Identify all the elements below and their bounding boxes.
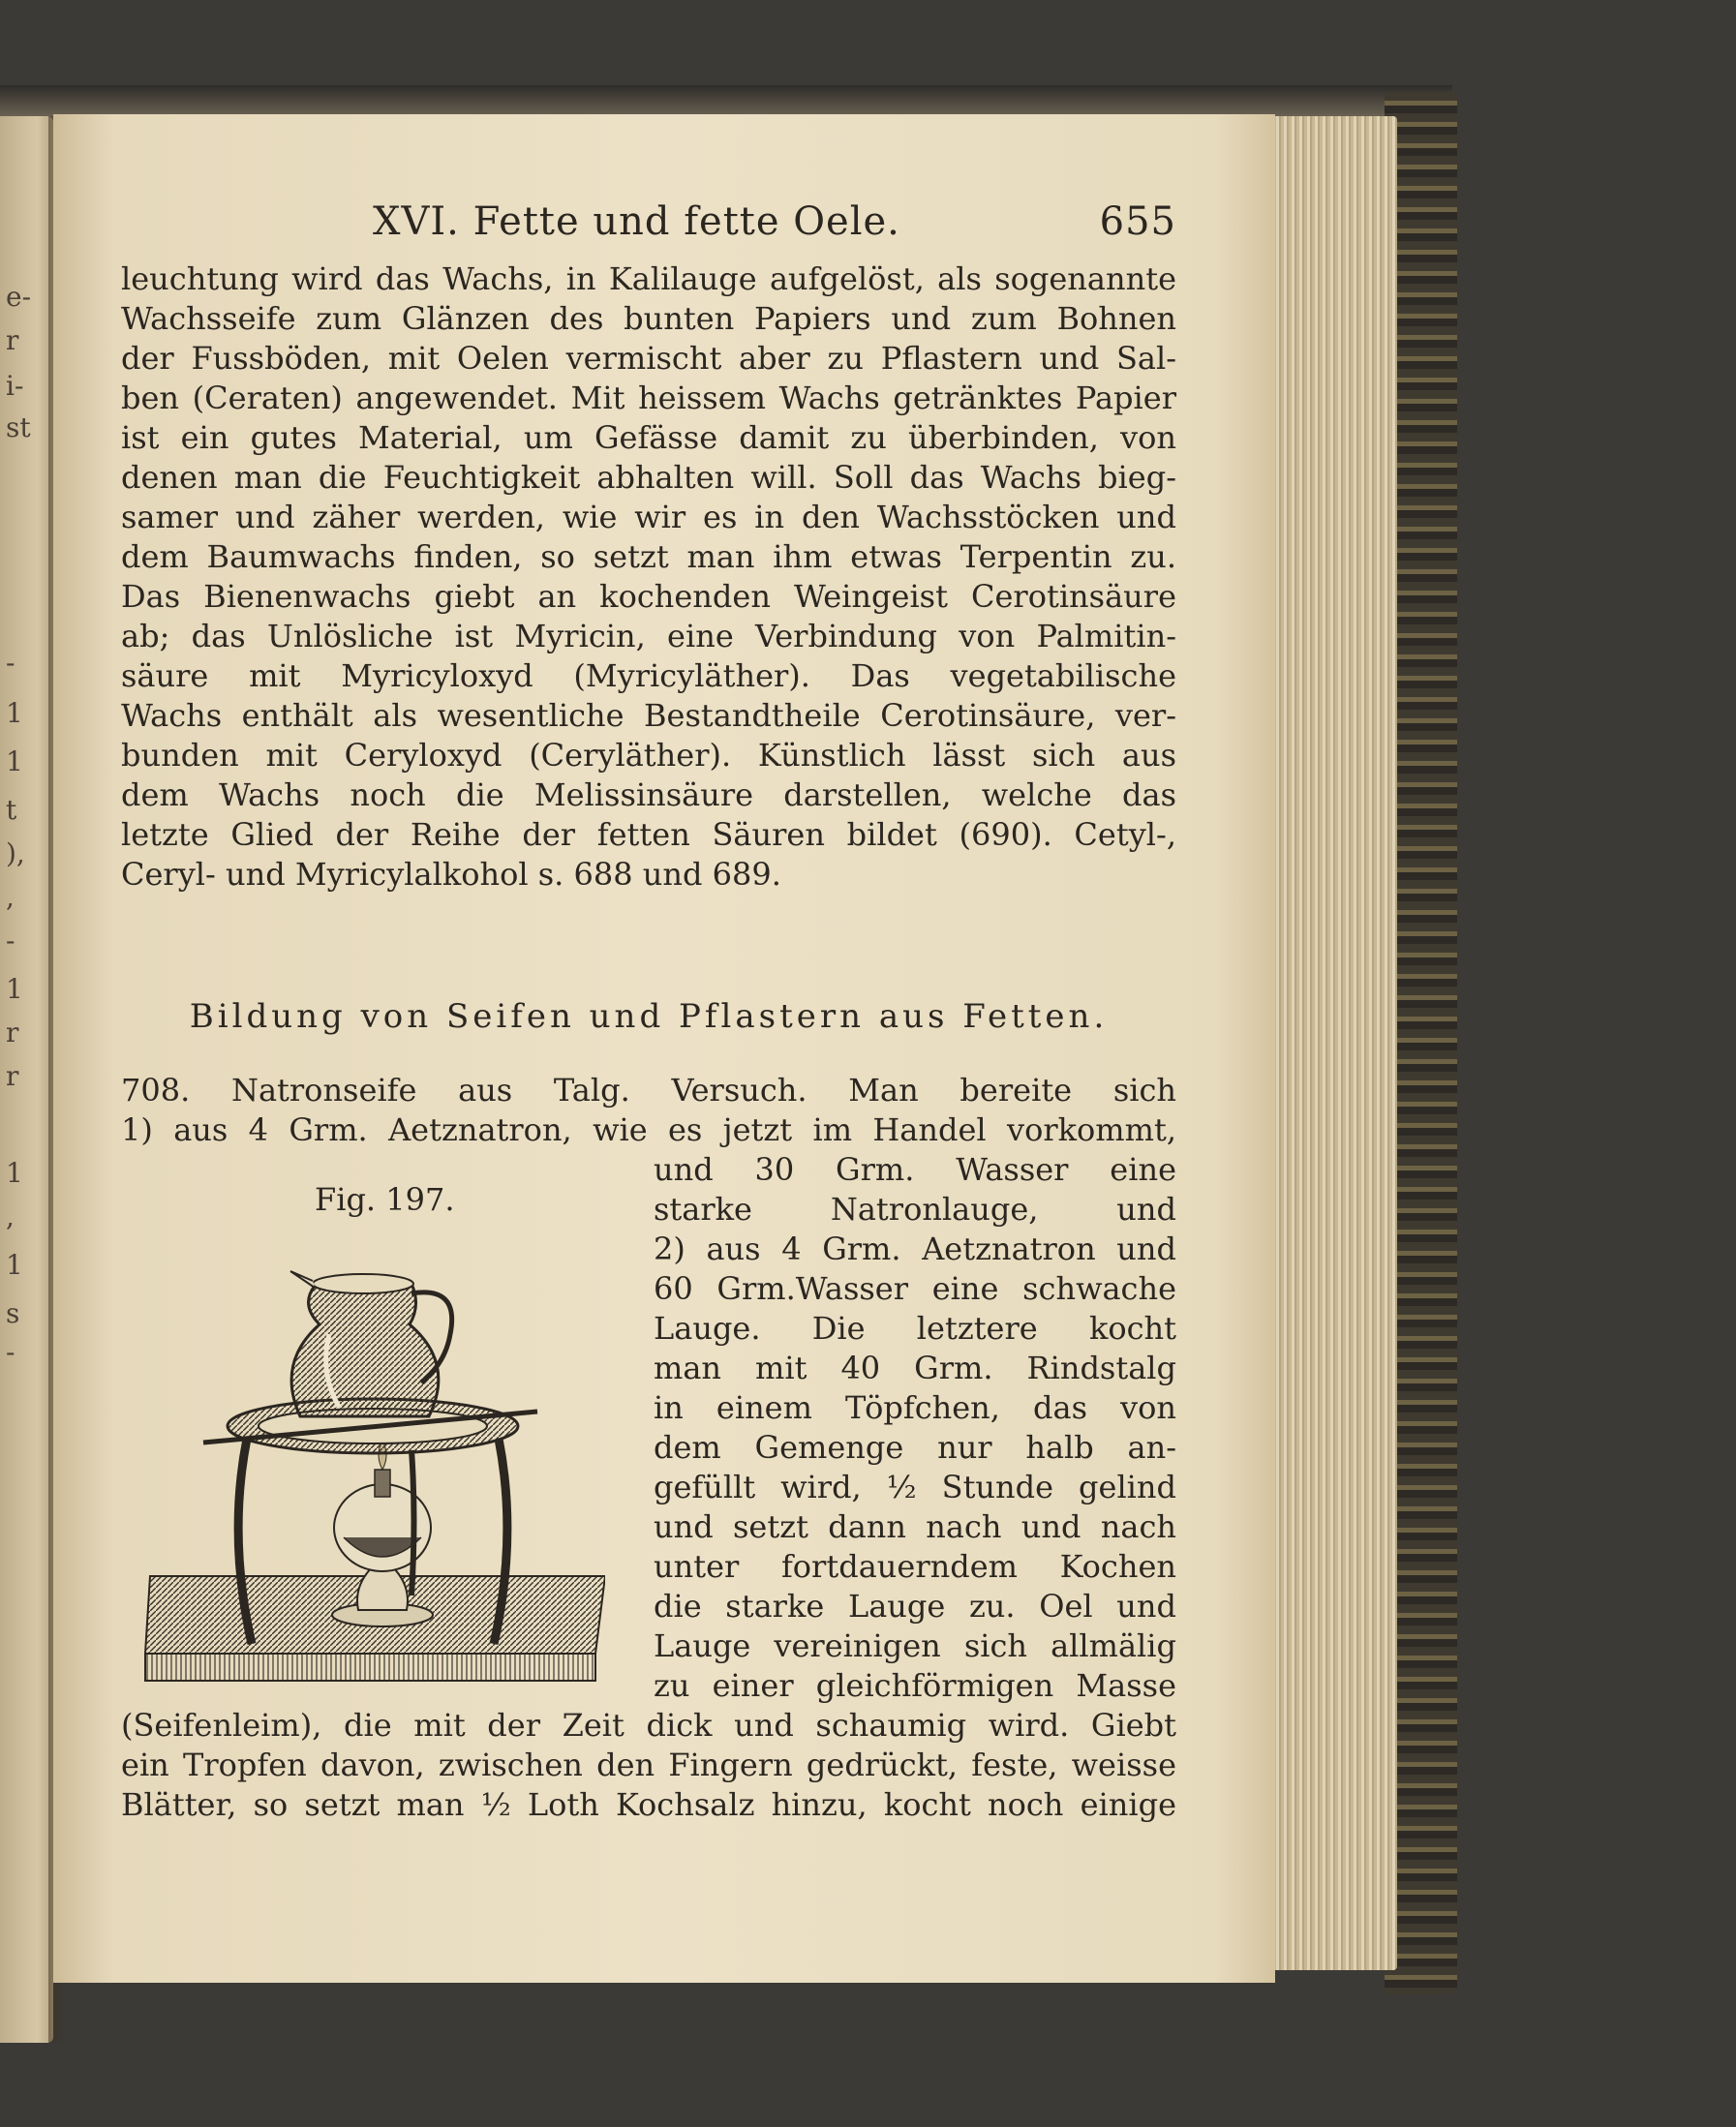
text-line: man mit 40 Grm. Rindstalg	[654, 1350, 1176, 1386]
text-line: 60 Grm.Wasser eine schwache	[654, 1270, 1176, 1307]
text-line: denen man die Feuchtigkeit abhalten will. Soll das Wachs bieg-	[121, 459, 1176, 496]
facing-page-fragment: e-	[6, 281, 32, 313]
paragraph-wax	[121, 259, 1176, 895]
facing-page-fragment: r	[6, 1017, 19, 1048]
text-line: Lauge vereinigen sich allmälig	[654, 1627, 1176, 1664]
page-edges	[1273, 116, 1397, 1970]
text-line: dem Baumwachs finden, so setzt man ihm etwas Terpentin zu.	[121, 538, 1176, 575]
facing-page-fragment: 1	[6, 1157, 23, 1189]
text-line: gefüllt wird, ½ Stunde gelind	[654, 1469, 1176, 1505]
facing-page-fragment: r	[6, 1060, 19, 1092]
facing-page-fragment: r	[6, 324, 19, 356]
text-line: Lauge. Die letztere kocht	[654, 1310, 1176, 1347]
text-line: Wachsseife zum Glänzen des bunten Papiers und zum Bohnen	[121, 300, 1176, 337]
facing-page-fragment: t	[6, 794, 17, 826]
facing-page-fragment: ,	[6, 881, 15, 913]
text-line: unter fortdauerndem Kochen	[654, 1548, 1176, 1585]
text-line: ab; das Unlösliche ist Myricin, eine Verbindung von Palmitin-	[121, 618, 1176, 654]
facing-page-fragment: -	[6, 1336, 15, 1368]
text-line: dem Wachs noch die Melissinsäure darstellen, welche das	[121, 776, 1176, 813]
facing-page-fragment: st	[6, 411, 31, 443]
text-line: bunden mit Ceryloxyd (Ceryläther). Künstlich lässt sich aus	[121, 737, 1176, 774]
paragraph-natronseife-column	[654, 1150, 1176, 1706]
text-line: ein Tropfen davon, zwischen den Fingern gedrückt, feste, weisse	[121, 1747, 1176, 1783]
text-line: Ceryl- und Myricylalkohol s. 688 und 689.	[121, 856, 781, 893]
facing-page-fragment: i-	[6, 370, 24, 402]
text-line: und 30 Grm. Wasser eine	[654, 1151, 1176, 1188]
text-line: Das Bienenwachs giebt an kochenden Weingeist Cerotinsäure	[121, 578, 1176, 615]
text-line: der Fussböden, mit Oelen vermischt aber zu Pflastern und Sal-	[121, 340, 1176, 377]
facing-page-fragment: -	[6, 647, 15, 679]
text-line: Blätter, so setzt man ½ Loth Kochsalz hinzu, kocht noch einige	[121, 1786, 1176, 1823]
paragraph-natronseife-intro	[121, 1071, 1176, 1150]
text-line: säure mit Myricyloxyd (Myricyläther). Das vegetabilische	[121, 657, 1176, 694]
chapter-title: XVI. Fette und fette Oele.	[373, 199, 900, 244]
text-line: 708. Natronseife aus Talg. Versuch. Man bereite sich	[121, 1072, 1176, 1109]
left-page-edge	[0, 116, 53, 2043]
text-line: und setzt dann nach und nach	[654, 1508, 1176, 1545]
section-heading: Bildung von Seifen und Pflastern aus Fetten.	[189, 997, 1109, 1036]
figure-197-illustration	[121, 1228, 605, 1683]
text-line: zu einer gleichförmigen Masse	[654, 1667, 1176, 1704]
book-page	[53, 114, 1275, 1983]
page-number: 655	[1099, 199, 1176, 244]
facing-page-fragment: 1	[6, 745, 23, 777]
text-line: 2) aus 4 Grm. Aetznatron und	[654, 1231, 1176, 1267]
text-line: leuchtung wird das Wachs, in Kalilauge aufgelöst, als sogenannte	[121, 260, 1176, 297]
facing-page-fragment: 1	[6, 697, 23, 729]
text-line: ben (Ceraten) angewendet. Mit heissem Wachs getränktes Papier	[121, 380, 1176, 416]
text-line: starke Natronlauge, und	[654, 1191, 1176, 1228]
text-line: ist ein gutes Material, um Gefässe damit zu überbinden, von	[121, 419, 1176, 456]
figure-caption: Fig. 197.	[315, 1181, 455, 1218]
text-line: die starke Lauge zu. Oel und	[654, 1588, 1176, 1625]
paragraph-natronseife-end	[121, 1706, 1176, 1825]
text-line: samer und zäher werden, wie wir es in den Wachsstöcken und	[121, 499, 1176, 535]
facing-page-fragment: ),	[6, 837, 25, 869]
facing-page-fragment: 1	[6, 973, 23, 1005]
text-line: (Seifenleim), die mit der Zeit dick und schaumig wird. Giebt	[121, 1707, 1176, 1744]
facing-page-fragment: ,	[6, 1200, 15, 1232]
text-line: 1) aus 4 Grm. Aetznatron, wie es jetzt im Handel vorkommt,	[121, 1111, 1176, 1148]
text-line: letzte Glied der Reihe der fetten Säuren bildet (690). Cetyl-,	[121, 816, 1176, 853]
facing-page-fragment: 1	[6, 1249, 23, 1281]
text-line: Wachs enthält als wesentliche Bestandtheile Cerotinsäure, ver-	[121, 697, 1176, 734]
text-line: in einem Töpfchen, das von	[654, 1389, 1176, 1426]
facing-page-fragment: -	[6, 925, 15, 957]
text-line: dem Gemenge nur halb an-	[654, 1429, 1176, 1466]
facing-page-fragment: s	[6, 1297, 20, 1329]
